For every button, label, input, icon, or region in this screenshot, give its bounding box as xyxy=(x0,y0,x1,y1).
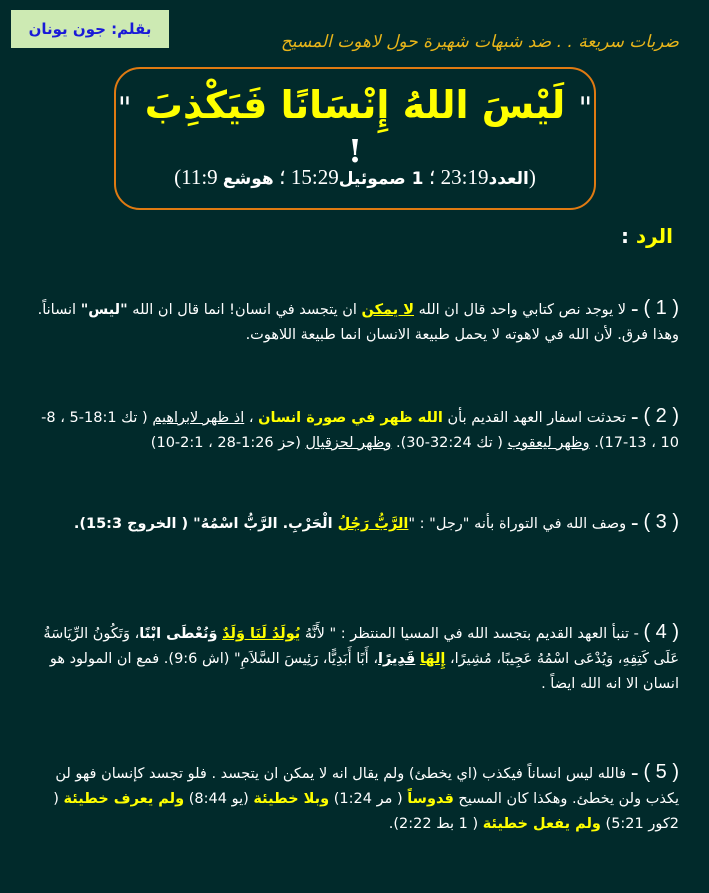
point-dash: – xyxy=(626,302,644,318)
series-title: ضربات سريعة . . ضد شبهات شهيرة حول لاهوت المسيح xyxy=(280,32,679,52)
ref-book-numbers: العدد xyxy=(488,169,529,189)
point-text: (حز 1:26-28 ، 2:1-10) xyxy=(150,435,306,451)
headline-box xyxy=(114,67,596,210)
point-4 xyxy=(29,620,679,697)
highlight-text: ولم يفعل خطيئة xyxy=(482,816,601,832)
highlight-text: قدوساً xyxy=(407,791,454,807)
point-3 xyxy=(29,510,679,537)
point-number: ( 1 ) xyxy=(643,297,679,319)
paren-open: ( xyxy=(528,165,536,189)
point-number: ( 2 ) xyxy=(643,405,679,427)
point-text: لا يوجد نص كتابي واحد قال ان الله xyxy=(414,302,627,318)
exclamation: ! xyxy=(347,132,363,170)
point-text: ( مر 1:24) xyxy=(329,791,408,807)
answer-heading-text: الرد xyxy=(635,224,673,248)
point-text: ( تك 18:1-5 ، 8-10 ، 13-17). xyxy=(41,410,679,451)
highlight-text: الرَّبُّ رَجُلُ xyxy=(337,516,409,532)
point-text: تحدثت اسفار العهد القديم بأن xyxy=(442,410,627,426)
open-quote: " xyxy=(578,91,593,126)
highlight-text: الله ظهر في صورة انسان xyxy=(258,410,443,426)
point-text: ( تك 32:24-30). xyxy=(391,435,508,451)
answer-heading xyxy=(621,224,673,248)
point-text: ، أَبًا أَبَدِيًّا، رَئِيسَ السَّلاَمِ" (اش 9:6). فمع ان المولود هو انسان الا انه الله ايضاً . xyxy=(49,651,679,692)
answer-colon: : xyxy=(620,224,636,248)
highlight-text: لا يمكن xyxy=(361,302,415,318)
ref-book-samuel: 1 صموئيل xyxy=(338,169,424,189)
point-dash: – xyxy=(626,516,644,532)
highlight-text: وبلا خطيئة xyxy=(253,791,330,807)
point-text: الْحَرْبِ. الرَّبُّ اسْمُهُ" ( الخروج 15:3). xyxy=(73,516,338,532)
point-dash: - xyxy=(628,626,644,642)
point-2 xyxy=(29,404,679,456)
ref-hosea: 11:9 xyxy=(181,165,218,189)
point-text: ( 2كور 5:21) xyxy=(53,791,679,832)
point-text: ، xyxy=(244,410,259,426)
headline-references xyxy=(116,165,594,190)
point-text: ( 1 بط 2:22). xyxy=(388,816,483,832)
point-text: ، وَتَكُونُ الرِّيَاسَةُ عَلَى كَتِفِهِ، وَيُدْعَى اسْمُهُ عَجِيبًا، مُشِيرًا، xyxy=(43,626,679,667)
point-dash: – xyxy=(626,410,644,426)
ref-samuel: 15:29 xyxy=(290,165,339,189)
ref-link-ezekiel: وظهر لحزقيال xyxy=(305,435,392,451)
ref-book-hosea: هوشع xyxy=(222,169,274,189)
ref-link-abraham: اذ ظهر لابراهيم xyxy=(152,410,245,426)
point-text: ان يتجسد في انسان! انما قال ان الله xyxy=(127,302,362,318)
quoted-word: "ليس" xyxy=(80,302,128,318)
author-text: بقلم: جون يونان xyxy=(28,20,152,38)
author-label xyxy=(11,10,169,48)
point-number: ( 4 ) xyxy=(643,621,679,643)
ref-numbers: 23:19 xyxy=(440,165,489,189)
point-dash: – xyxy=(626,766,644,782)
close-quote: " xyxy=(117,91,132,126)
ref-separator: ؛ xyxy=(273,165,291,189)
point-text: تنبأ العهد القديم بتجسد الله في المسيا المنتظر : " لأَنَّهُ xyxy=(300,626,629,642)
highlight-text: إِلهًا xyxy=(419,651,446,667)
paren-close: ) xyxy=(174,165,182,189)
headline-verse xyxy=(116,83,594,171)
highlight-text: ولم يعرف خطيئة xyxy=(63,791,185,807)
point-text: فالله ليس انساناً فيكذب (اي يخطئ) ولم يقال انه لا يمكن ان يتجسد . فلو تجسد كإنسان فهو لن يكذب ولن يخطئ. وهكذا كان المسيح xyxy=(55,766,679,807)
bold-text: قَدِيرًا xyxy=(378,651,416,667)
point-1 xyxy=(29,296,679,348)
point-number: ( 3 ) xyxy=(643,511,679,533)
highlight-text: يُولَدُ لَنَا وَلَدٌ xyxy=(222,626,301,642)
bold-text: وَنُعْطَى ابْنًا xyxy=(139,626,218,642)
point-text: (يو 8:44) xyxy=(184,791,254,807)
point-text: انساناً. وهذا فرق. لأن الله في لاهوته لا يحمل طبيعة الانسان انما طبيعة اللاهوت. xyxy=(37,302,679,343)
ref-link-jacob: وظهر ليعقوب xyxy=(507,435,590,451)
verse-text: لَيْسَ اللهُ إِنْسَانًا فَيَكْذِبَ xyxy=(144,83,566,127)
point-5 xyxy=(29,760,679,837)
ref-separator: ؛ xyxy=(423,165,441,189)
point-text: وصف الله في التوراة بأنه "رجل" : " xyxy=(408,516,627,532)
point-number: ( 5 ) xyxy=(643,761,679,783)
